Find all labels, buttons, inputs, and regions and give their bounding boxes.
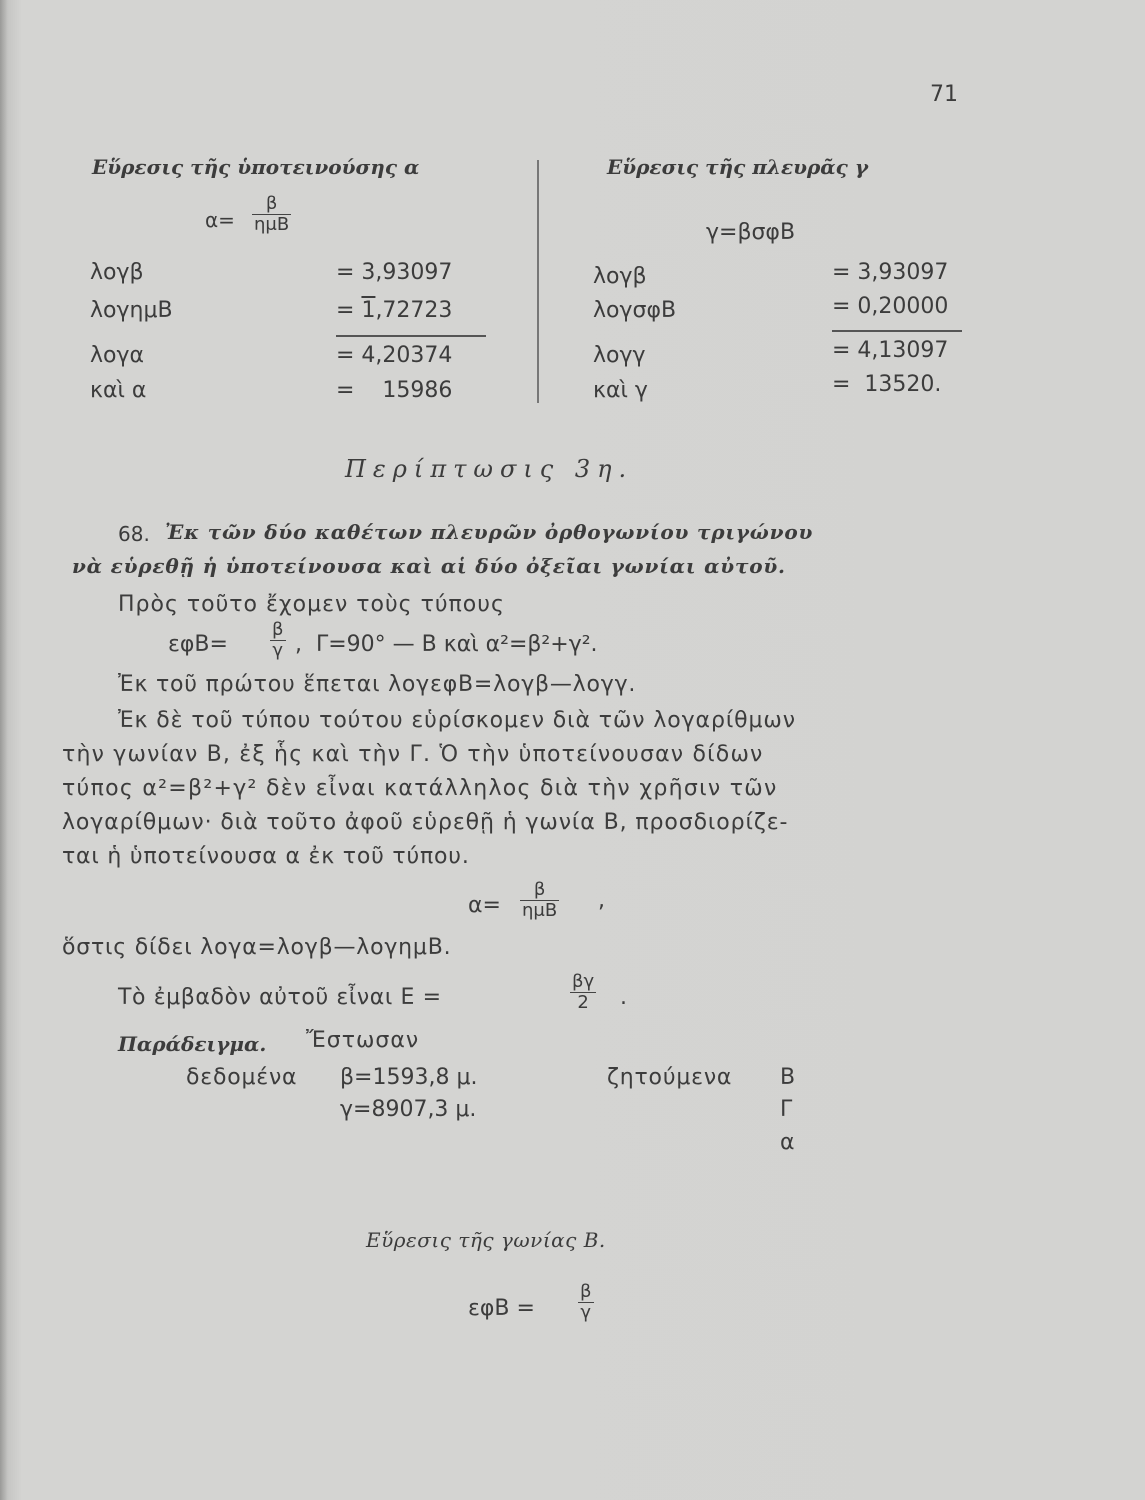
right-row-value: = 13520.	[832, 372, 942, 397]
case-heading: Περίπτωσις 3η.	[345, 455, 634, 483]
eq3-fraction	[578, 1282, 594, 1323]
eq3-lhs: εφΒ =	[468, 1296, 542, 1321]
para-line: τύπος α²=β²+γ² δὲν εἶναι κατάλληλος διὰ τὴν χρῆσιν τῶν	[62, 776, 778, 801]
right-heading: Εὕρεσις τῆς πλευρᾶς γ	[607, 155, 869, 179]
right-row-label: λογσφΒ	[593, 298, 677, 323]
intro-line: Πρὸς τοῦτο ἔχομεν τοὺς τύπους	[118, 592, 505, 617]
eq1-fraction	[270, 620, 286, 661]
eq3-num: β	[580, 1281, 592, 1302]
eq2-num: β	[533, 879, 546, 900]
value-prefix: =	[336, 298, 362, 323]
para-line: τὴν γωνίαν Β, ἐξ ἧς καὶ τὴν Γ. Ὁ τὴν ὑποτείνουσαν δίδων	[62, 742, 764, 767]
sum-rule	[336, 335, 486, 337]
column-divider	[537, 160, 539, 403]
section-title-line1: Ἐκ τῶν δύο καθέτων πλευρῶν ὀρθογωνίου τριγώνου	[165, 520, 814, 544]
left-formula-lhs: α=	[205, 208, 235, 232]
sought-label: ζητούμενα	[607, 1065, 733, 1090]
eq2-lhs: α=	[468, 893, 501, 918]
left-row-value: = 4,20374	[336, 343, 453, 368]
page-number: 71	[930, 82, 958, 107]
left-heading: Εὕρεσις τῆς ὑποτεινούσης α	[92, 155, 420, 179]
left-row-label: καὶ α	[90, 378, 147, 403]
given-label: δεδομένα	[186, 1065, 298, 1090]
right-row-value: = 4,13097	[832, 338, 949, 363]
value-bar-characteristic: 1	[361, 298, 376, 323]
left-row-label: λογα	[90, 343, 145, 368]
eq1-lhs: εφΒ=	[168, 632, 228, 657]
line-b: ὅστις δίδει λογα=λογβ—λογημΒ.	[62, 935, 452, 960]
line-a: Ἐκ τοῦ πρώτου ἕπεται λογεφΒ=λογβ—λογγ.	[118, 672, 637, 697]
sum-rule	[832, 330, 962, 332]
para-line: Ἐκ δὲ τοῦ τύπου τούτου εὑρίσκομεν διὰ τῶν λογαρίθμων	[118, 708, 796, 733]
left-formula-fraction	[252, 194, 291, 235]
sought-item: Β	[780, 1065, 796, 1090]
right-row-label: καὶ γ	[593, 378, 648, 403]
left-formula-num: β	[265, 193, 278, 214]
eq1-num: β	[272, 619, 284, 640]
right-row-label: λογβ	[593, 264, 647, 289]
left-row-label: λογημΒ	[90, 298, 173, 323]
right-formula: γ=βσφΒ	[706, 220, 796, 245]
example-label: Παράδειγμα.	[118, 1032, 267, 1056]
left-row-value	[336, 298, 452, 323]
eq1-rest: , Γ=90° — Β καὶ α²=β²+γ².	[295, 632, 598, 657]
left-row-value: = 3,93097	[336, 260, 453, 285]
right-row-value: = 3,93097	[832, 260, 949, 285]
given-value: β=1593,8 μ.	[340, 1065, 478, 1090]
section-number: 68.	[118, 522, 150, 546]
para-line: ται ἡ ὑποτείνουσα α ἐκ τοῦ τύπου.	[62, 844, 470, 869]
right-row-label: λογγ	[593, 343, 646, 368]
left-row-label: λογβ	[90, 260, 144, 285]
section-title-line2: νὰ εὑρεθῇ ἡ ὑποτείνουσα καὶ αἱ δύο ὀξεῖαι γωνίαι αὐτοῦ.	[72, 554, 786, 578]
example-text: Ἔστωσαν	[306, 1028, 420, 1053]
para-line: λογαρίθμων· διὰ τοῦτο ἀφοῦ εὑρεθῇ ἡ γωνία Β, προσδιορίζε-	[62, 810, 789, 835]
given-value: γ=8907,3 μ.	[340, 1097, 477, 1122]
value-rest: ,72723	[375, 298, 453, 323]
sought-item: Γ	[780, 1097, 793, 1122]
left-row-value: = 15986	[336, 378, 453, 403]
area-num: βγ	[572, 971, 595, 992]
area-fraction	[570, 972, 596, 1013]
area-den: 2	[570, 992, 596, 1013]
angle-heading: Εὕρεσις τῆς γωνίας Β.	[366, 1228, 606, 1252]
eq2-den: ημΒ	[522, 900, 558, 921]
left-formula-den: ημΒ	[254, 214, 290, 235]
sought-item: α	[780, 1130, 795, 1155]
eq2-end: ,	[598, 888, 605, 913]
area-end: .	[620, 985, 627, 1010]
eq2-fraction	[520, 880, 559, 921]
right-row-value: = 0,20000	[832, 294, 949, 319]
eq3-den: γ	[578, 1302, 594, 1323]
area-text: Τὸ ἐμβαδὸν αὐτοῦ εἶναι Ε =	[118, 985, 450, 1010]
eq1-den: γ	[270, 640, 286, 661]
